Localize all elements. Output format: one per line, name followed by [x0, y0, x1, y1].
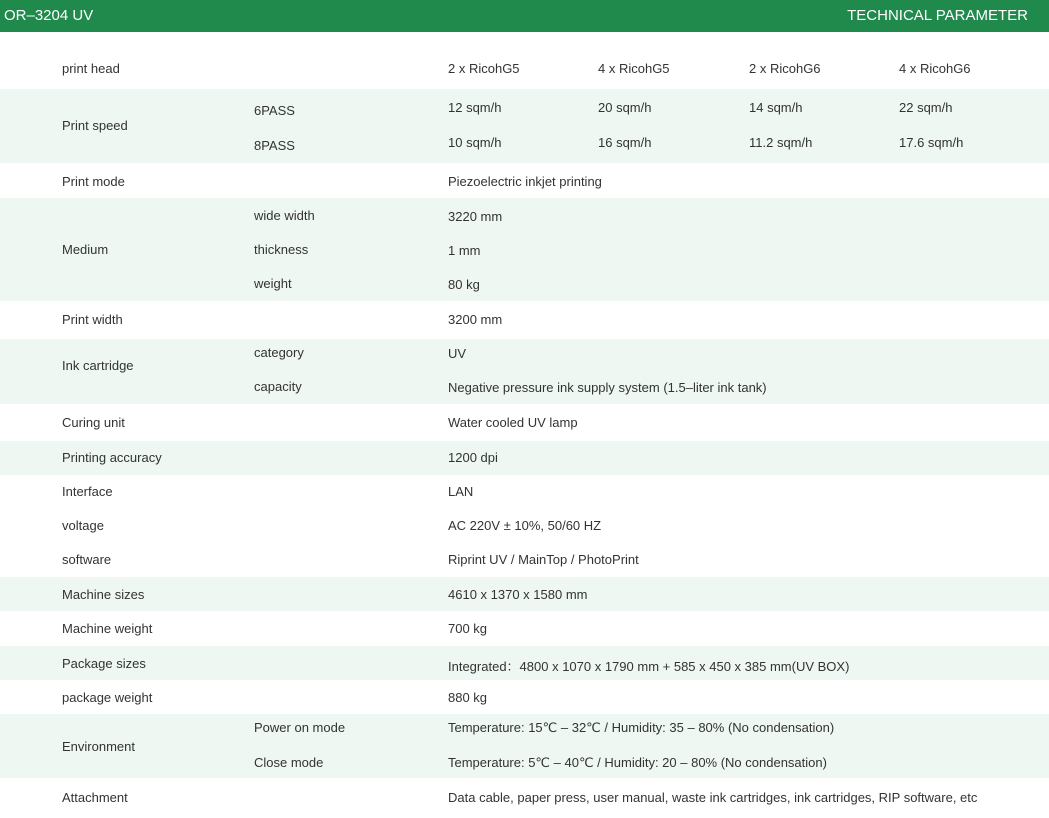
row-interface — [0, 475, 1049, 509]
row-software — [0, 543, 1049, 577]
value-cell: Water cooled UV lamp — [448, 415, 578, 430]
value-cell: Piezoelectric inkjet printing — [448, 174, 602, 189]
value-cell: 4 x RicohG6 — [899, 61, 971, 76]
row-machine-weight — [0, 611, 1049, 646]
row-print-width — [0, 301, 1049, 339]
value-cell: Negative pressure ink supply system (1.5–liter ink tank) — [448, 380, 767, 395]
value-cell: 17.6 sqm/h — [899, 135, 964, 150]
model-name: OR–3204 UV — [4, 7, 94, 24]
row-environment — [0, 714, 1049, 778]
row-label: Interface — [62, 484, 113, 499]
value-cell: 1 mm — [448, 243, 481, 258]
value-cell: 80 kg — [448, 277, 480, 292]
row-label: Attachment — [62, 790, 128, 805]
sub-label: category — [254, 345, 304, 360]
value-cell: AC 220V ± 10%, 50/60 HZ — [448, 518, 602, 533]
value-cell: 880 kg — [448, 690, 488, 705]
value-cell: Temperature: 5℃ – 40℃ / Humidity: 20 – 80% (No condensation) — [448, 755, 827, 770]
row-label: Print mode — [62, 174, 125, 189]
sub-label: thickness — [254, 242, 309, 257]
sub-label: Close mode — [254, 755, 324, 770]
row-attachment — [0, 778, 1049, 818]
row-label: Printing accuracy — [62, 450, 162, 465]
row-label: Machine weight — [62, 621, 153, 636]
row-voltage — [0, 509, 1049, 543]
value-cell: 10 sqm/h — [448, 135, 502, 150]
row-label: print head — [62, 61, 120, 76]
row-print-mode — [0, 163, 1049, 198]
value-cell: 4610 x 1370 x 1580 mm — [448, 587, 588, 602]
value-cell: Integrated：4800 x 1070 x 1790 mm + 585 x 450 x 385 mm(UV BOX) — [448, 659, 850, 674]
row-ink-cartridge — [0, 339, 1049, 404]
sub-label: 6PASS — [254, 103, 295, 118]
value-cell: 12 sqm/h — [448, 100, 502, 115]
row-label: voltage — [62, 518, 104, 533]
value-cell: 2 x RicohG6 — [749, 61, 821, 76]
value-cell: 3220 mm — [448, 209, 503, 224]
row-package-weight — [0, 680, 1049, 714]
value-cell: 22 sqm/h — [899, 100, 953, 115]
row-package-sizes — [0, 646, 1049, 680]
row-machine-sizes — [0, 577, 1049, 611]
header-bar — [0, 0, 1049, 32]
value-cell: 20 sqm/h — [598, 100, 652, 115]
value-cell: 700 kg — [448, 621, 488, 636]
sub-label: weight — [254, 276, 292, 291]
value-cell: 1200 dpi — [448, 450, 498, 465]
row-label: Machine sizes — [62, 587, 145, 602]
row-label: Print speed — [62, 118, 128, 133]
parameter-table — [0, 51, 1049, 818]
value-cell: UV — [448, 346, 467, 361]
row-label: Package sizes — [62, 656, 146, 671]
sub-label: capacity — [254, 379, 302, 394]
value-cell: 2 x RicohG5 — [448, 61, 520, 76]
section-title: TECHNICAL PARAMETER — [847, 7, 1028, 24]
value-cell: Data cable, paper press, user manual, waste ink cartridges, ink cartridges, RIP software, etc — [448, 790, 978, 805]
value-cell: 14 sqm/h — [749, 100, 803, 115]
row-label: Curing unit — [62, 415, 125, 430]
row-label: package weight — [62, 690, 153, 705]
value-cell: 4 x RicohG5 — [598, 61, 670, 76]
row-printing-accuracy — [0, 441, 1049, 475]
row-label: Environment — [62, 739, 135, 754]
value-cell: Temperature: 15℃ – 32℃ / Humidity: 35 – 80% (No condensation) — [448, 720, 835, 735]
row-label: Print width — [62, 312, 123, 327]
row-medium — [0, 198, 1049, 301]
value-cell: 3200 mm — [448, 312, 503, 327]
row-label: Ink cartridge — [62, 358, 134, 373]
row-curing-unit — [0, 404, 1049, 441]
row-label: software — [62, 552, 112, 567]
value-cell: 16 sqm/h — [598, 135, 652, 150]
value-cell: 11.2 sqm/h — [749, 135, 813, 150]
row-print-head — [0, 51, 1049, 89]
row-print-speed — [0, 89, 1049, 163]
sub-label: wide width — [254, 208, 315, 223]
sub-label: Power on mode — [254, 720, 346, 735]
value-cell: LAN — [448, 484, 474, 499]
value-cell: Riprint UV / MainTop / PhotoPrint — [448, 552, 639, 567]
sub-label: 8PASS — [254, 138, 295, 153]
row-label: Medium — [62, 242, 109, 257]
